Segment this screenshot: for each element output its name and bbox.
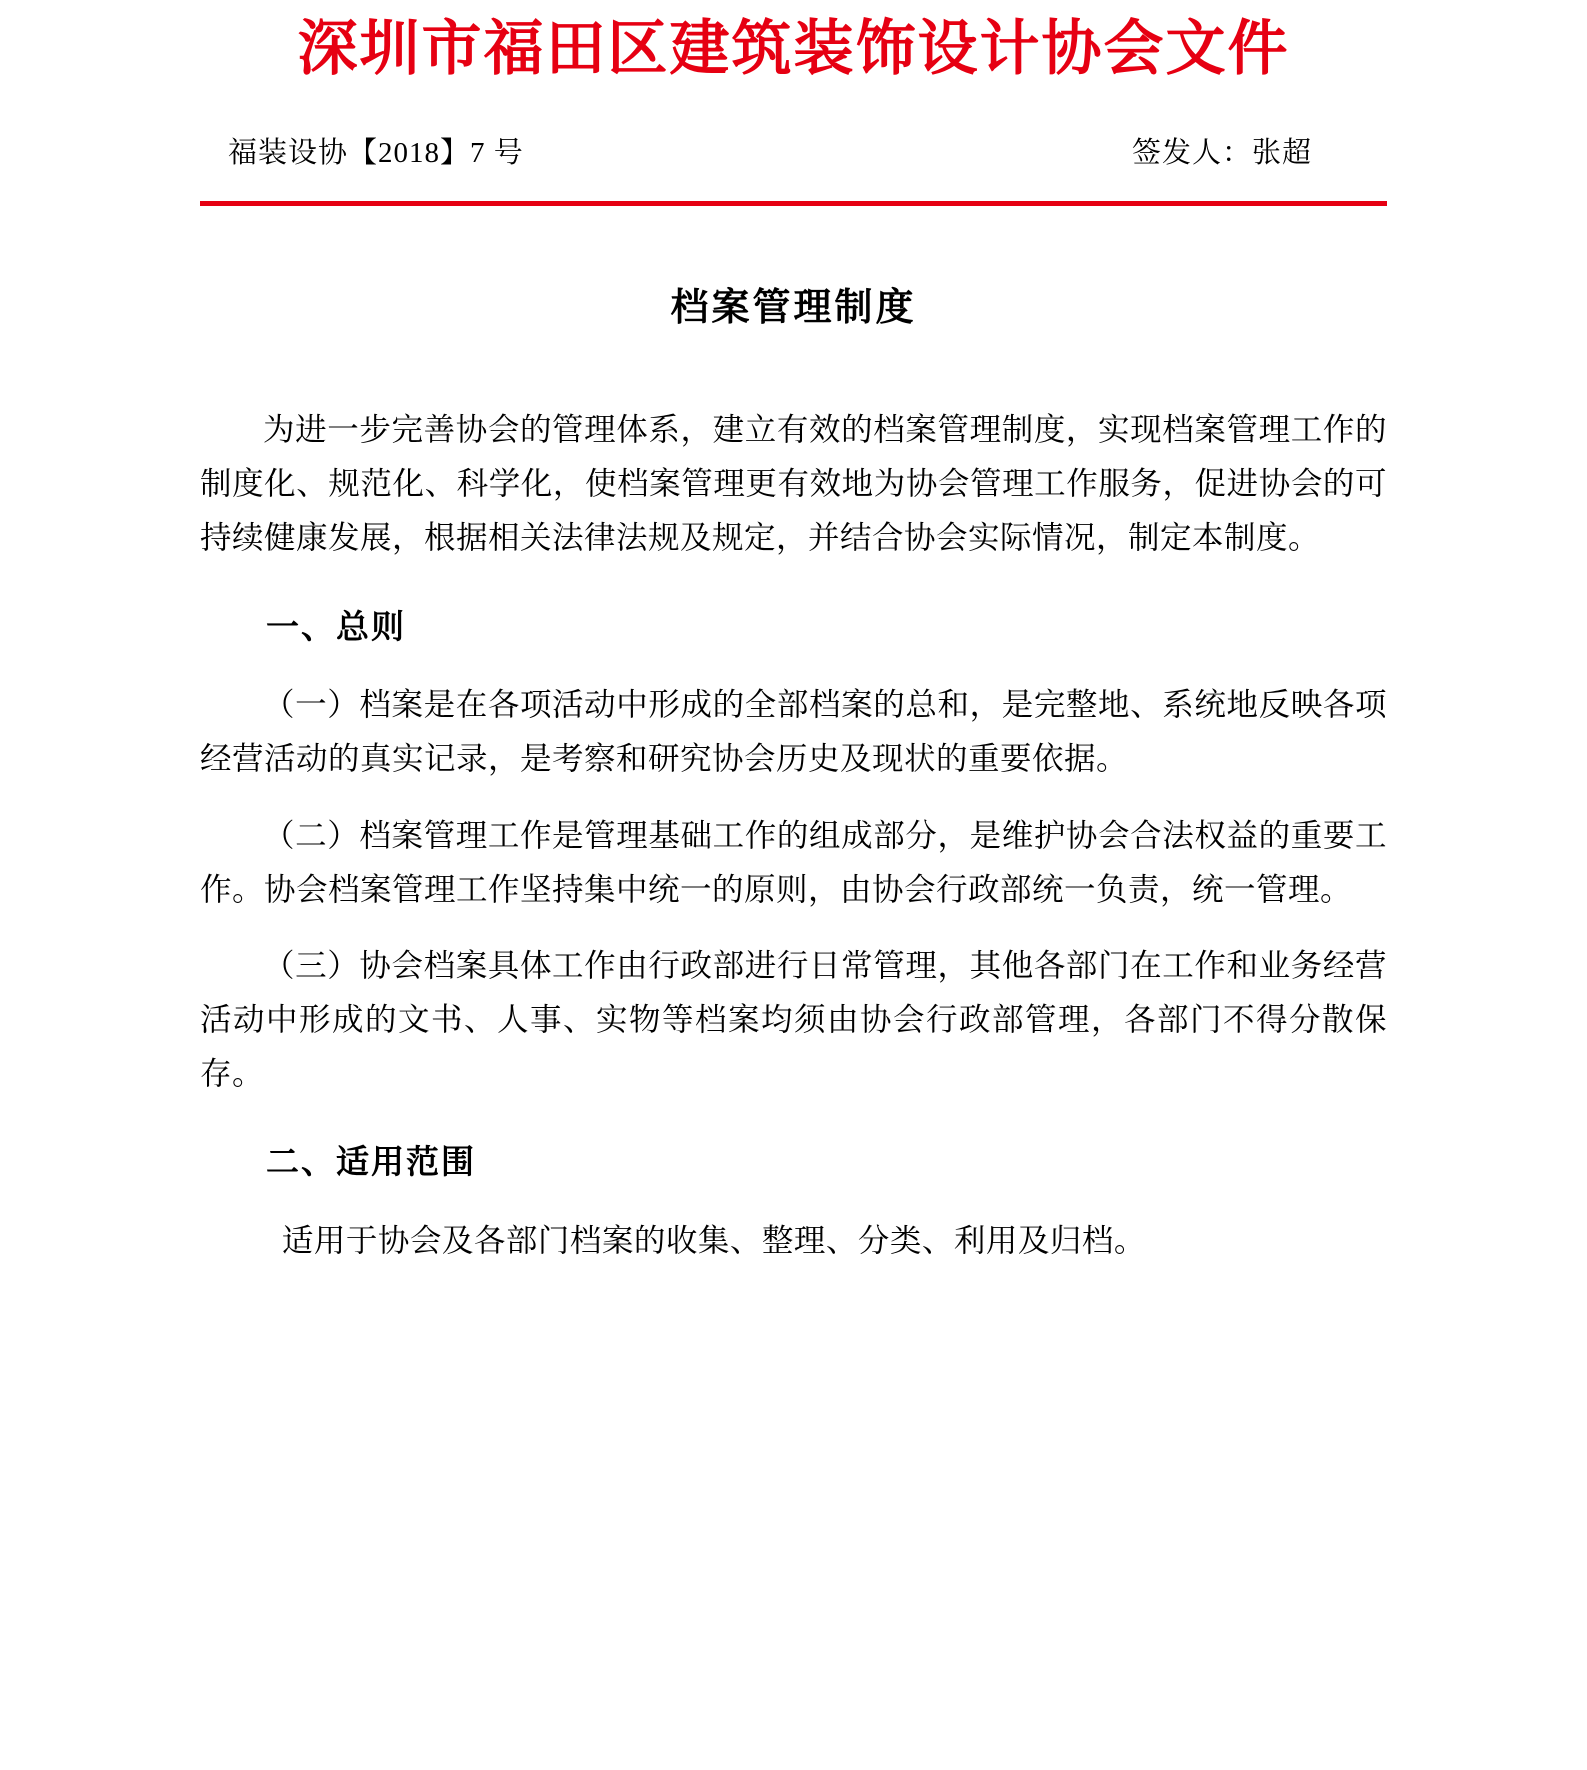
section-1-paragraph-1: （一）档案是在各项活动中形成的全部档案的总和，是完整地、系统地反映各项经营活动的真实记录，是考察和研究协会历史及现状的重要依据。 bbox=[200, 687, 1387, 777]
issuer-name: 签发人：张超 bbox=[1131, 137, 1312, 169]
subject-title: 档案管理制度 bbox=[670, 287, 917, 329]
intro-paragraph: 为进一步完善协会的管理体系，建立有效的档案管理制度，实现档案管理工作的制度化、规范化、科学化，使档案管理更有效地为协会管理工作服务，促进协会的可持续健康发展，根据相关法律法规及规定，并结合协会实际情况，制定本制度。 bbox=[200, 412, 1387, 556]
document-body bbox=[200, 403, 1387, 1268]
document-meta-row bbox=[200, 130, 1387, 171]
page-title: 深圳市福田区建筑装饰设计协会文件 bbox=[297, 16, 1290, 82]
section-heading-1: 一、总则 bbox=[266, 609, 406, 646]
section-heading-2: 二、适用范围 bbox=[266, 1145, 476, 1182]
section-1-paragraph-2: （二）档案管理工作是管理基础工作的组成部分，是维护协会合法权益的重要工作。协会档案管理工作坚持集中统一的原则，由协会行政部统一负责，统一管理。 bbox=[200, 817, 1387, 907]
section-1-paragraph-3: （三）协会档案具体工作由行政部进行日常管理，其他各部门在工作和业务经营活动中形成的文书、人事、实物等档案均须由协会行政部管理，各部门不得分散保存。 bbox=[200, 947, 1387, 1092]
red-divider bbox=[200, 201, 1387, 206]
document-number: 福装设协【2018】7 号 bbox=[228, 137, 524, 169]
section-2-paragraph-1: 适用于协会及各部门档案的收集、整理、分类、利用及归档。 bbox=[281, 1223, 1146, 1259]
